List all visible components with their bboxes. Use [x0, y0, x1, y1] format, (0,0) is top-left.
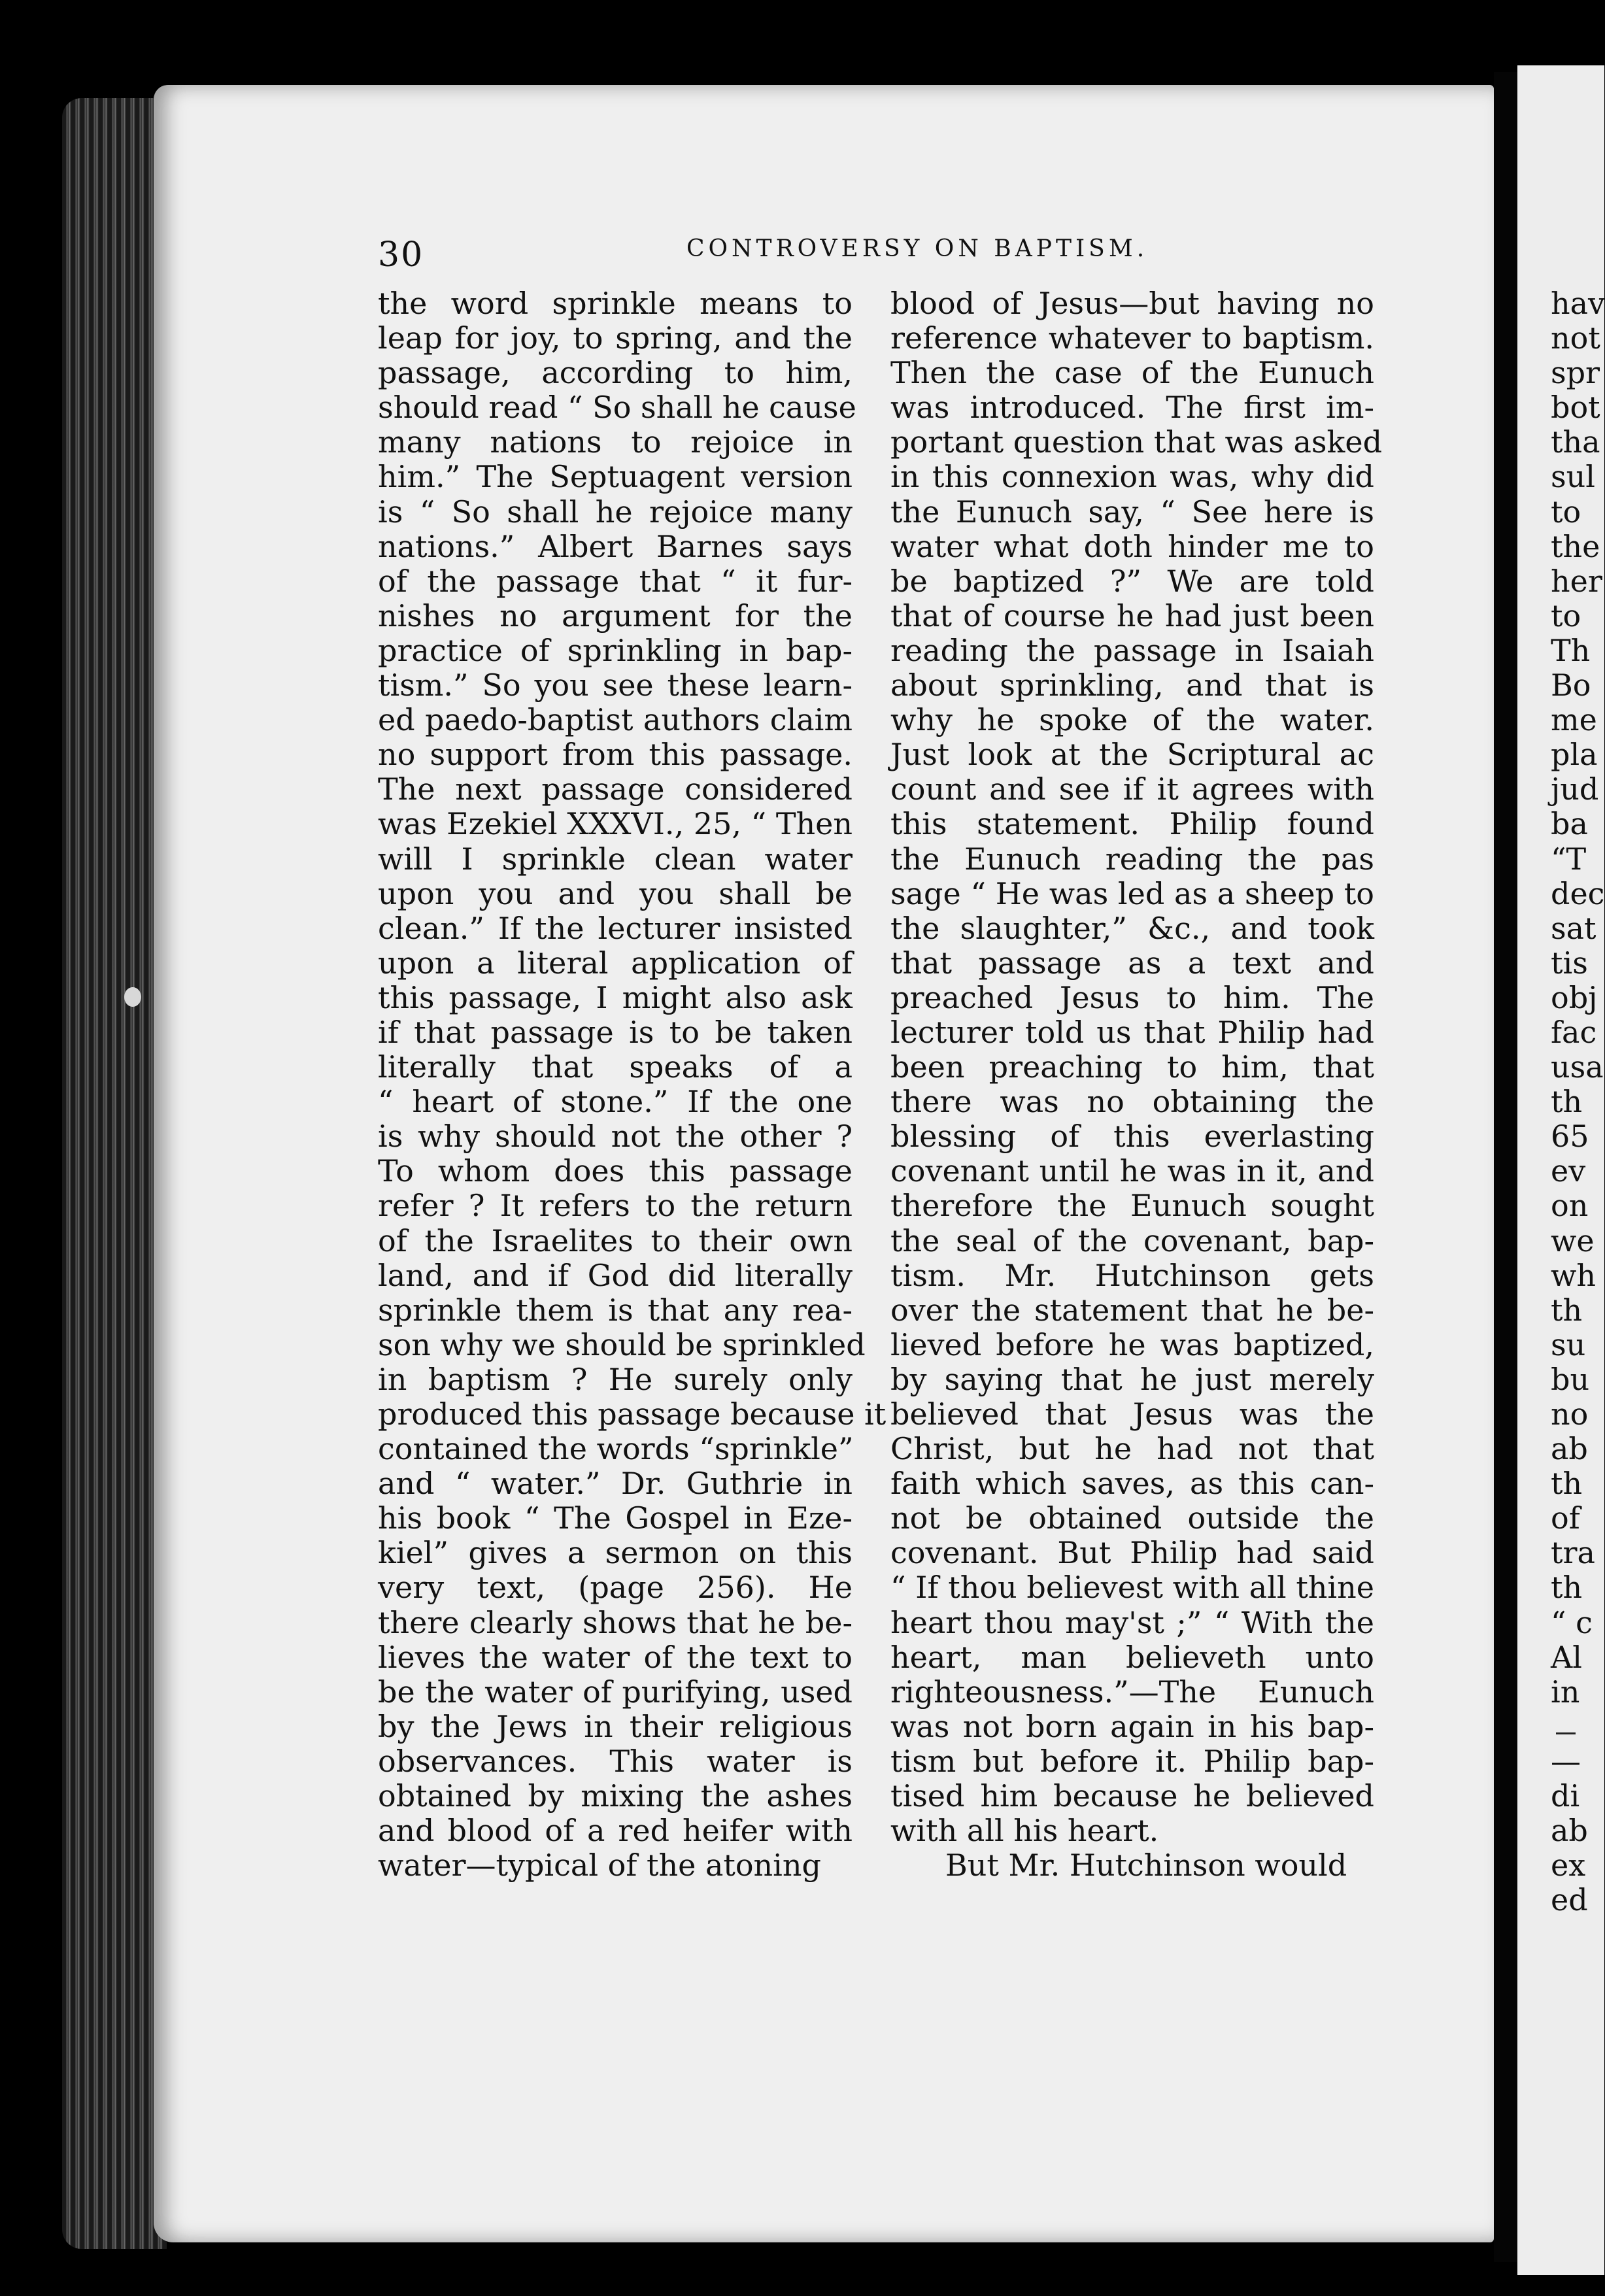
text-line: spr — [1551, 355, 1600, 391]
text-line: there clearly shows that he be- — [378, 1604, 853, 1640]
text-line: the word sprinkle means to — [378, 286, 853, 321]
text-line: the Eunuch reading the pas — [890, 841, 1374, 877]
text-line: this passage, I might also ask — [378, 979, 853, 1015]
text-line: not — [1551, 320, 1600, 356]
text-line: tis — [1551, 945, 1588, 981]
text-line: — — [1551, 1743, 1581, 1779]
text-line: su — [1551, 1326, 1586, 1362]
text-line: in baptism ? He surely only — [378, 1361, 853, 1397]
text-line: water—typical of the atoning — [378, 1848, 821, 1883]
text-line: kiel” gives a sermon on this — [378, 1535, 853, 1571]
text-line: sat — [1551, 910, 1597, 946]
text-line: no support from this passage. — [378, 737, 853, 773]
text-line: of the passage that “ it fur- — [378, 563, 853, 599]
page-blemish — [124, 987, 141, 1007]
text-line: nations.” Albert Barnes says — [378, 528, 853, 564]
text-line: lieved before he was baptized, — [890, 1326, 1374, 1362]
text-line: her — [1551, 563, 1602, 599]
text-line: be baptized ?” We are told — [890, 563, 1374, 599]
text-line: tism.” So you see these learn- — [378, 667, 853, 703]
text-line: pla — [1551, 737, 1598, 773]
text-line: bot — [1551, 390, 1600, 426]
text-line: ba — [1551, 806, 1588, 842]
text-line: tism but before it. Philip bap- — [890, 1743, 1374, 1779]
text-line: ev — [1551, 1153, 1586, 1189]
text-line: to — [1551, 598, 1581, 633]
text-line: portant question that was asked — [890, 424, 1383, 460]
text-line: reading the passage in Isaiah — [890, 632, 1374, 668]
text-line: the slaughter,” &c., and took — [890, 910, 1374, 946]
text-line: Christ, but he had not that — [890, 1431, 1374, 1467]
text-line: this statement. Philip found — [890, 806, 1374, 842]
text-line: fac — [1551, 1014, 1597, 1050]
text-line: Th — [1551, 632, 1591, 668]
book-page-edges — [62, 98, 167, 2249]
text-line: many nations to rejoice in — [378, 424, 853, 460]
text-line: Bo — [1551, 667, 1591, 703]
text-line: is “ So shall he rejoice many — [378, 494, 853, 530]
text-line: heart, man believeth unto — [890, 1639, 1374, 1675]
text-line: sage “ He was led as a sheep to — [890, 875, 1374, 911]
text-line: practice of sprinkling in bap- — [378, 632, 853, 668]
text-line: 65 — [1551, 1119, 1589, 1155]
text-line: “ heart of stone.” If the one — [378, 1084, 853, 1120]
text-line: and blood of a red heifer with — [378, 1813, 853, 1849]
text-line: lecturer told us that Philip had — [890, 1014, 1374, 1050]
text-line: Al — [1551, 1639, 1582, 1675]
text-line: been preaching to him, that — [890, 1049, 1374, 1085]
text-line: of — [1551, 1500, 1580, 1536]
page-number: 30 — [378, 235, 424, 275]
text-line: to — [1551, 494, 1581, 530]
text-line: upon you and you shall be — [378, 875, 853, 911]
text-line: covenant until he was in it, and — [890, 1153, 1374, 1189]
text-line: heart thou may'st ;” “ With the — [890, 1604, 1374, 1640]
footnote-rule — [1556, 1732, 1576, 1734]
text-line: why he spoke of the water. — [890, 702, 1374, 738]
text-line: blessing of this everlasting — [890, 1119, 1374, 1155]
text-line: faith which saves, as this can- — [890, 1466, 1374, 1502]
text-line: of the Israelites to their own — [378, 1223, 853, 1258]
text-line: land, and if God did literally — [378, 1257, 853, 1293]
text-line: Then the case of the Eunuch — [890, 355, 1374, 391]
text-line: ed — [1551, 1882, 1588, 1918]
text-line: Just look at the Scriptural ac — [890, 737, 1374, 773]
text-line: leap for joy, to spring, and the — [378, 320, 853, 356]
text-column-facing-page — [1551, 286, 1605, 1918]
text-line: if that passage is to be taken — [378, 1014, 853, 1050]
text-line: bu — [1551, 1361, 1590, 1397]
text-line: ed paedo-baptist authors claim — [378, 702, 853, 738]
text-line: tised him because he believed — [890, 1778, 1374, 1814]
text-line: dec — [1551, 875, 1605, 911]
text-line: and “ water.” Dr. Guthrie in — [378, 1466, 853, 1502]
text-line: lieves the water of the text to — [378, 1639, 853, 1675]
text-line: The next passage considered — [378, 771, 853, 807]
text-line: obj — [1551, 979, 1598, 1015]
text-line: water what doth hinder me to — [890, 528, 1374, 564]
text-line: refer ? It refers to the return — [378, 1188, 853, 1224]
text-line: hav — [1551, 286, 1605, 321]
text-line: count and see if it agrees with — [890, 771, 1374, 807]
text-line: th — [1551, 1466, 1583, 1502]
text-line: over the statement that he be- — [890, 1292, 1374, 1328]
text-line: about sprinkling, and that is — [890, 667, 1374, 703]
text-line: sprinkle them is that any rea- — [378, 1292, 853, 1328]
text-line: “T — [1551, 841, 1587, 877]
text-line: in — [1551, 1674, 1580, 1710]
text-line: was Ezekiel XXXVI., 25, “ Then — [378, 806, 853, 842]
text-line: therefore the Eunuch sought — [890, 1188, 1374, 1224]
text-line: him.” The Septuagent version — [378, 459, 853, 495]
book-gutter — [1494, 72, 1517, 2262]
text-line: clean.” If the lecturer insisted — [378, 910, 853, 946]
text-line: th — [1551, 1084, 1583, 1120]
text-line: ex — [1551, 1848, 1586, 1883]
text-line: in this connexion was, why did — [890, 459, 1374, 495]
text-line: was not born again in his bap- — [890, 1708, 1374, 1744]
text-line: observances. This water is — [378, 1743, 853, 1779]
text-line: will I sprinkle clean water — [378, 841, 853, 877]
text-line: by saying that he just merely — [890, 1361, 1374, 1397]
text-column-right — [890, 286, 1383, 1883]
text-line: ab — [1551, 1813, 1588, 1849]
text-line: that of course he had just been — [890, 598, 1374, 633]
text-line: his book “ The Gospel in Eze- — [378, 1500, 853, 1536]
running-head: CONTROVERSY ON BAPTISM. — [686, 235, 1149, 262]
text-line: obtained by mixing the ashes — [378, 1778, 853, 1814]
text-line: jud — [1551, 771, 1599, 807]
text-line: contained the words “sprinkle” — [378, 1431, 854, 1467]
text-line: that passage as a text and — [890, 945, 1374, 981]
text-line: with all his heart. — [890, 1813, 1159, 1849]
text-line: no — [1551, 1396, 1589, 1432]
text-line: we — [1551, 1223, 1595, 1258]
text-line: tha — [1551, 424, 1600, 460]
text-line: by the Jews in their religious — [378, 1708, 853, 1744]
text-line: literally that speaks of a — [378, 1049, 853, 1085]
text-line: reference whatever to baptism. — [890, 320, 1374, 356]
text-line — [1551, 1710, 1604, 1744]
text-line: ab — [1551, 1431, 1588, 1467]
text-line: di — [1551, 1778, 1580, 1814]
text-line: nishes no argument for the — [378, 598, 853, 633]
text-line: on — [1551, 1188, 1589, 1224]
text-line: should read “ So shall he cause — [378, 390, 856, 426]
text-line: the seal of the covenant, bap- — [890, 1223, 1374, 1258]
text-line: believed that Jesus was the — [890, 1396, 1374, 1432]
text-line: not be obtained outside the — [890, 1500, 1374, 1536]
text-line: blood of Jesus—but having no — [890, 286, 1374, 321]
text-line: tra — [1551, 1535, 1595, 1571]
text-line: usa — [1551, 1049, 1604, 1085]
text-line: passage, according to him, — [378, 355, 853, 391]
text-line: produced this passage because it — [378, 1396, 887, 1432]
text-line: th — [1551, 1292, 1583, 1328]
text-line: “ c — [1551, 1604, 1593, 1640]
text-line: But Mr. Hutchinson would — [945, 1848, 1347, 1883]
text-line: covenant. But Philip had said — [890, 1535, 1374, 1571]
text-line: me — [1551, 702, 1597, 738]
text-line: son why we should be sprinkled — [378, 1326, 866, 1362]
text-line: th — [1551, 1570, 1583, 1606]
text-line: tism. Mr. Hutchinson gets — [890, 1257, 1374, 1293]
text-column-left — [378, 286, 887, 1883]
text-line: be the water of purifying, used — [378, 1674, 853, 1710]
text-line: To whom does this passage — [378, 1153, 853, 1189]
text-line: upon a literal application of — [378, 945, 853, 981]
text-line: the Eunuch say, “ See here is — [890, 494, 1374, 530]
text-line: wh — [1551, 1257, 1596, 1293]
text-line: sul — [1551, 459, 1595, 495]
text-line: the — [1551, 528, 1600, 564]
text-line: “ If thou believest with all thine — [890, 1570, 1374, 1606]
text-line: was introduced. The first im- — [890, 390, 1374, 426]
text-line: there was no obtaining the — [890, 1084, 1374, 1120]
text-line: righteousness.”—The Eunuch — [890, 1674, 1374, 1710]
text-line: very text, (page 256). He — [378, 1570, 853, 1606]
text-line: is why should not the other ? — [378, 1119, 853, 1155]
text-line: preached Jesus to him. The — [890, 979, 1374, 1015]
